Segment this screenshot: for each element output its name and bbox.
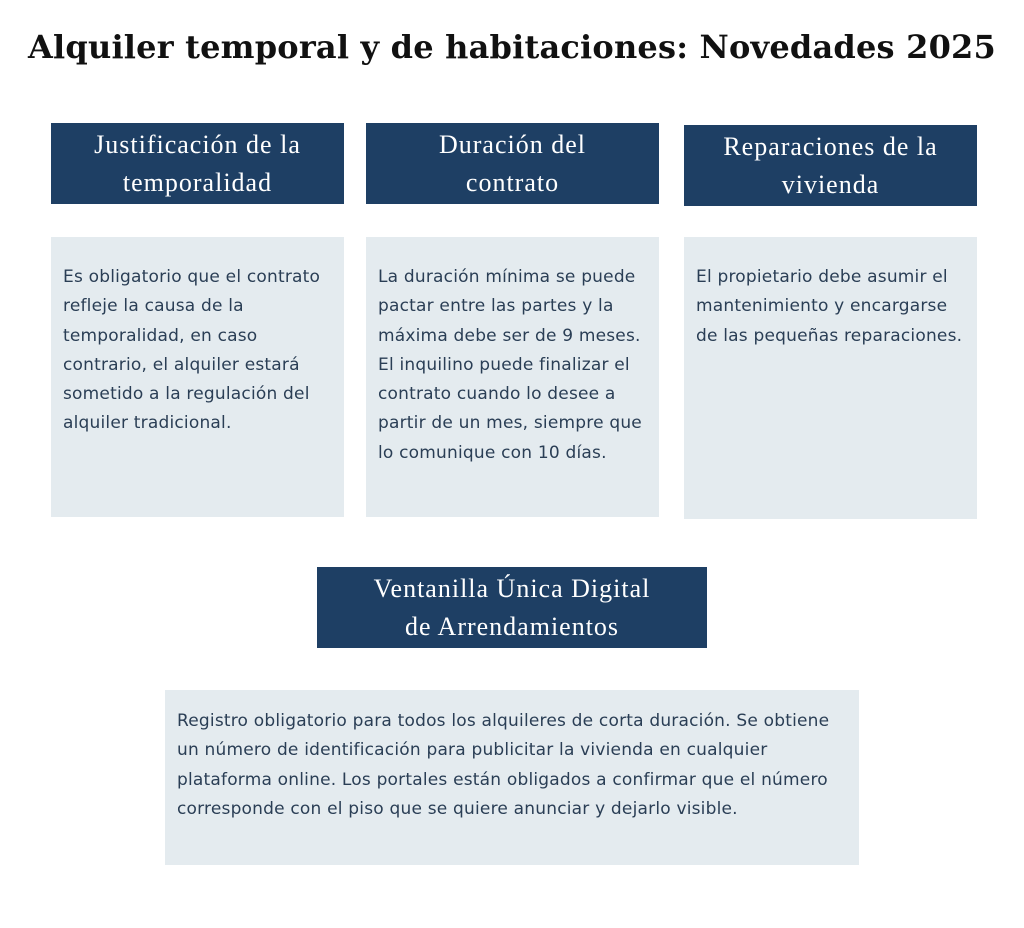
section-heading-label: Duración del contrato [438, 129, 586, 197]
section-body-text: El propietario debe asumir el mantenimiento y encargarse de las pequeñas reparaciones. [696, 267, 963, 346]
section-heading-reparaciones [684, 125, 977, 206]
section-body-text: Registro obligatorio para todos los alquileres de corta duración. Se obtiene un número de identificación para publicitar la vivienda en cualquier plataforma online. Los portales están obligados a confirmar que el número corresponde con el piso que se quiere anunciar y dejarlo visible. [177, 711, 830, 819]
section-card-duracion [366, 237, 659, 517]
section-heading-ventanilla [317, 567, 707, 648]
section-card-ventanilla [165, 690, 859, 865]
section-card-justificacion [51, 237, 344, 517]
section-heading-duracion [366, 123, 659, 204]
section-heading-justificacion [51, 123, 344, 204]
section-heading-label: Reparaciones de la vivienda [723, 131, 938, 199]
section-heading-label: Ventanilla Única Digital de Arrendamientos [373, 573, 651, 641]
section-card-reparaciones [684, 237, 977, 519]
section-body-text: La duración mínima se puede pactar entre las partes y la máxima debe ser de 9 meses. El inquilino puede finalizar el contrato cuando lo desee a partir de un mes, siempre que lo comunique con 10 días. [378, 267, 642, 463]
section-body-text: Es obligatorio que el contrato refleje la causa de la temporalidad, en caso contrario, el alquiler estará sometido a la regulación del alquiler tradicional. [63, 267, 321, 434]
section-heading-label: Justificación de la temporalidad [94, 129, 301, 197]
page-title: Alquiler temporal y de habitaciones: Novedades 2025 [28, 28, 996, 66]
